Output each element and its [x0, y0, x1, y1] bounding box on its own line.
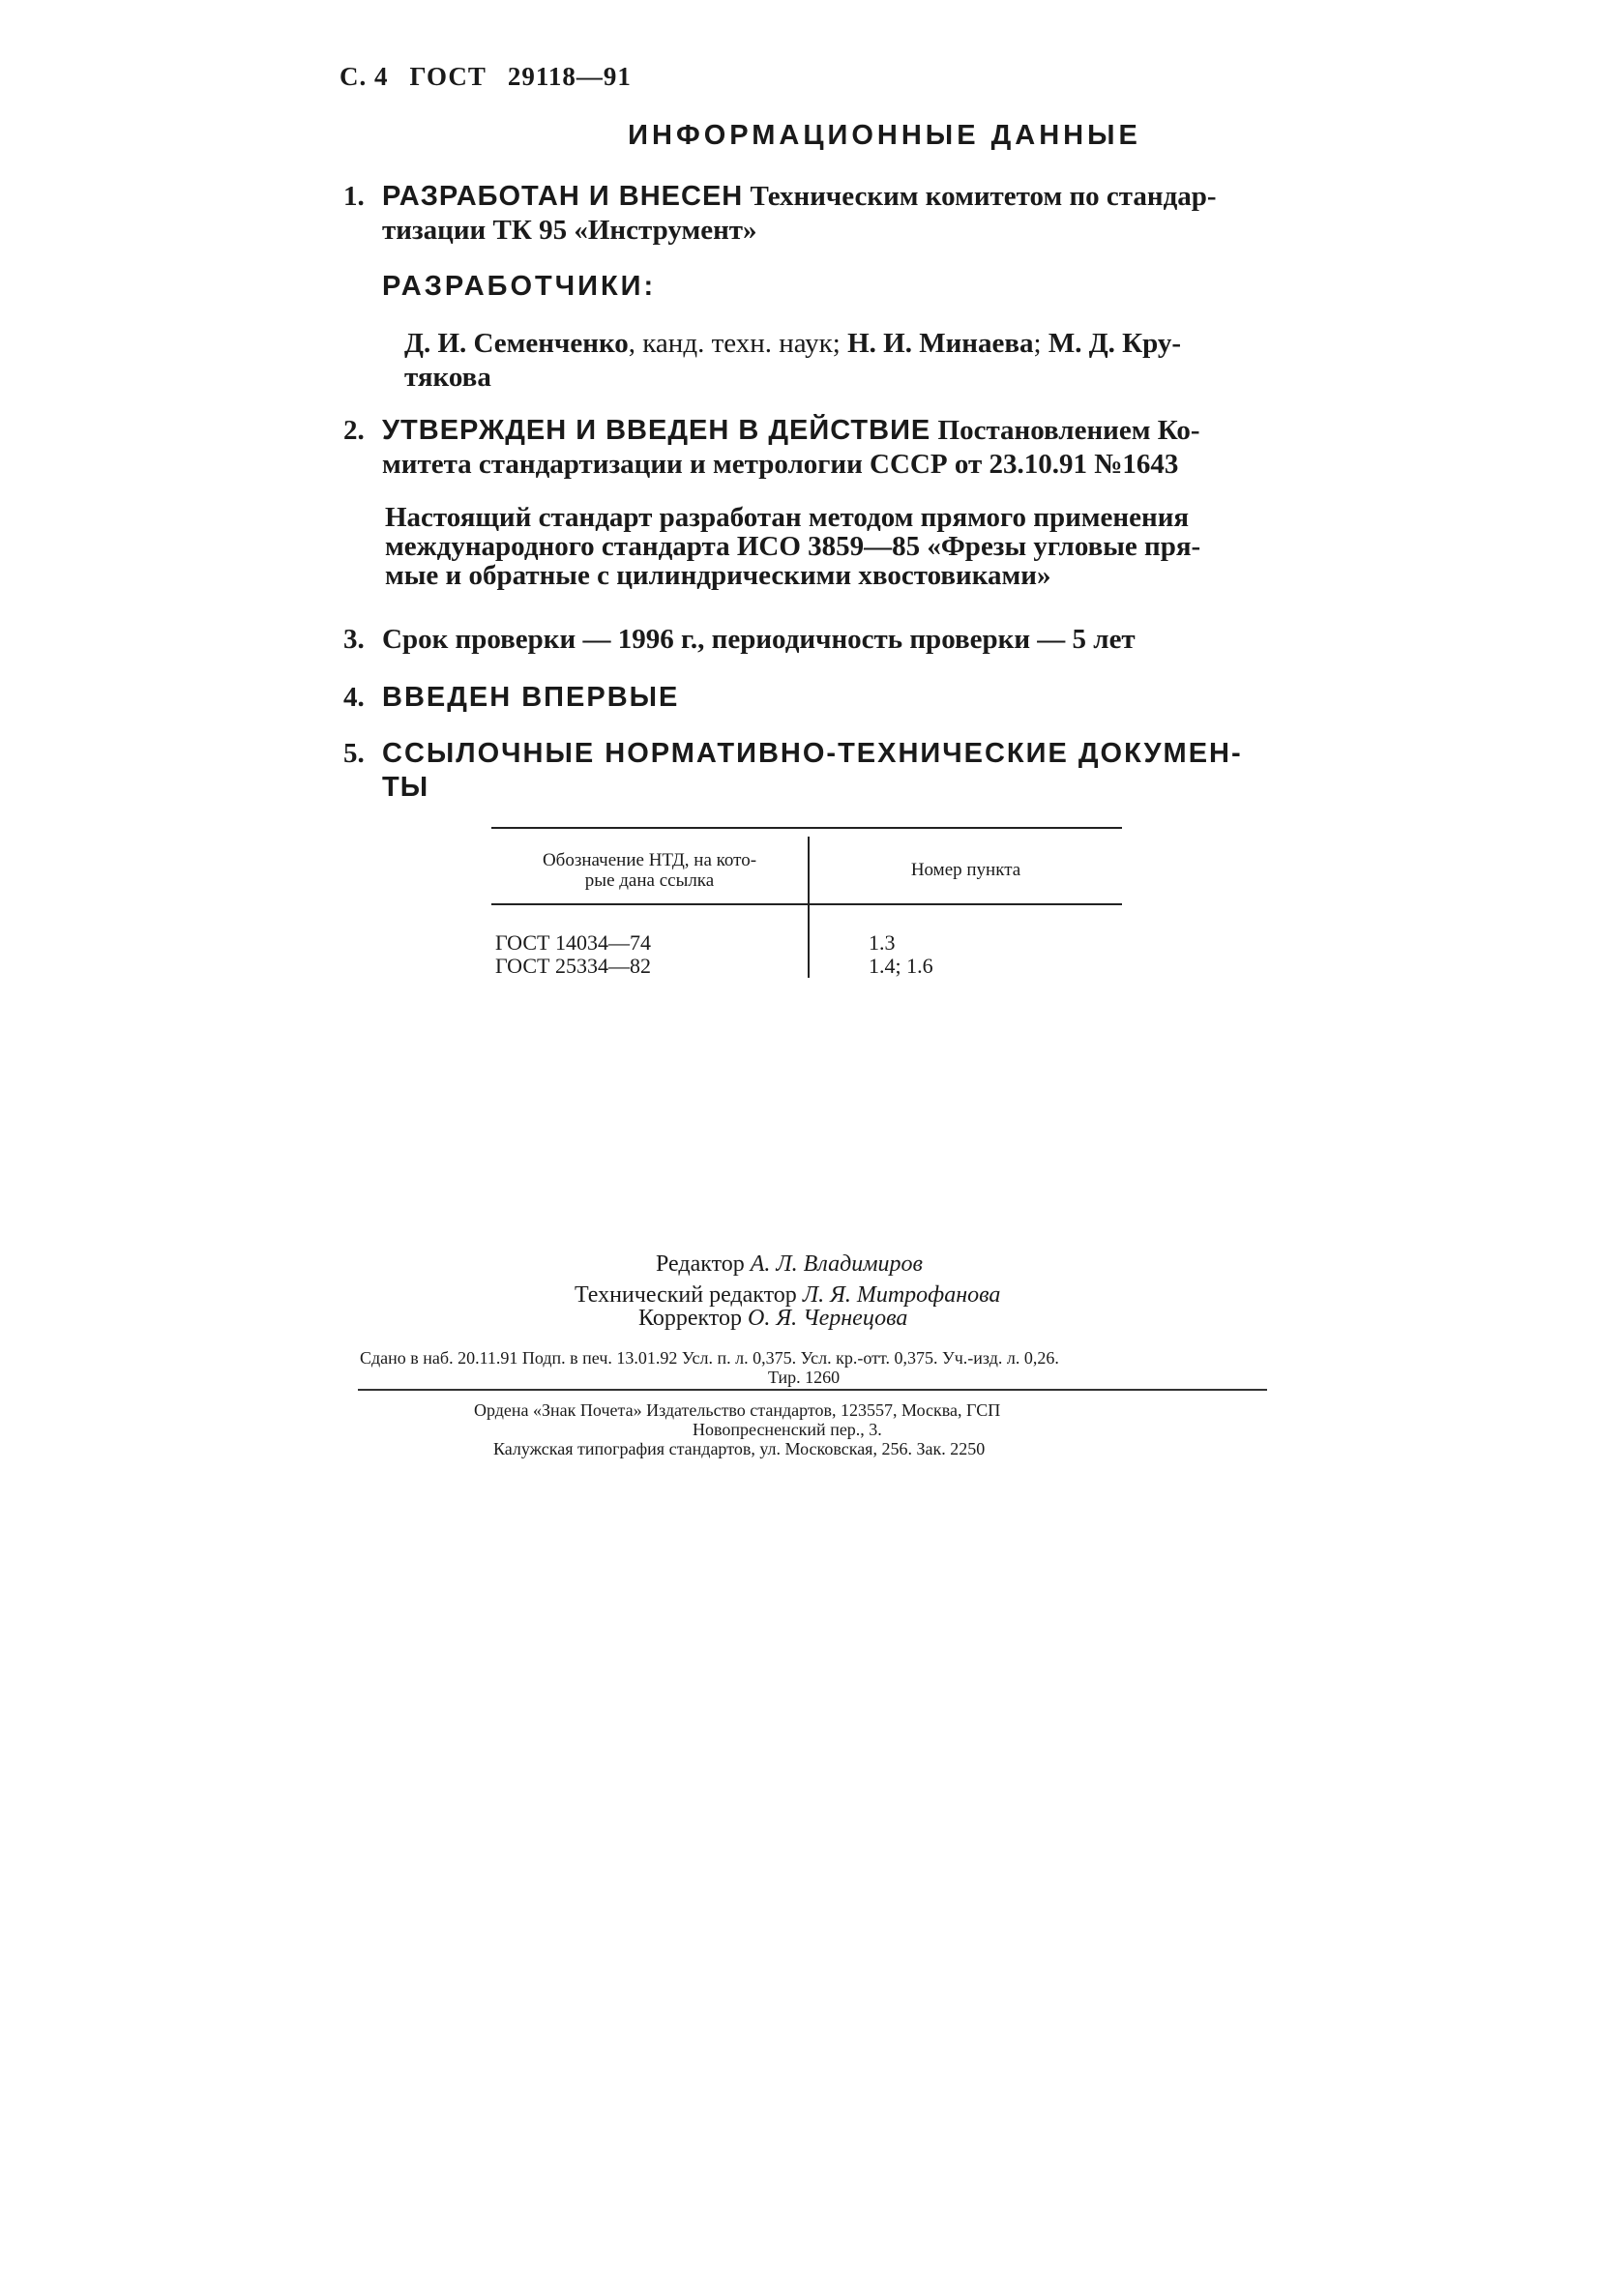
item-caps: ВВЕДЕН ВПЕРВЫЕ [382, 682, 680, 713]
info-item-1 [343, 180, 1262, 248]
developer-name: Н. И. Минаева [847, 328, 1034, 359]
item-continuation: митета стандартизации и метрологии СССР от 23.10.91 №1643 [382, 449, 1179, 480]
paragraph-line: мые и обратные с цилиндрическими хвостовиками» [385, 560, 1051, 591]
credit-role: Технический редактор [575, 1282, 803, 1308]
table-cell-clause: 1.3 [869, 930, 896, 955]
item-continuation: ТЫ [382, 772, 429, 803]
item-number: 5. [343, 738, 365, 769]
page-label: С. 4 [340, 62, 389, 91]
item-number: 4. [343, 682, 365, 713]
developer-degree: , канд. техн. наук; [628, 328, 848, 359]
credit-role: Корректор [638, 1306, 748, 1331]
paragraph-line: международного стандарта ИСО 3859—85 «Фрезы угловые пря- [385, 531, 1201, 562]
table-header-rule [491, 903, 1122, 905]
item-continuation: тизации ТК 95 «Инструмент» [382, 215, 757, 246]
credit-proofreader [638, 1306, 907, 1331]
standard-label: ГОСТ [409, 62, 487, 91]
item-text: Постановлением Ко- [930, 415, 1200, 446]
reference-table [491, 827, 1122, 982]
standard-number: 29118—91 [507, 62, 632, 91]
developer-name: М. Д. Кру- [1048, 328, 1182, 359]
info-item-4 [343, 681, 1262, 715]
item-number: 1. [343, 181, 365, 212]
table-cell-document: ГОСТ 14034—74 [495, 930, 651, 955]
credit-name: О. Я. Чернецова [747, 1306, 908, 1331]
developers-heading: РАЗРАБОТЧИКИ: [382, 271, 657, 302]
developers-list [404, 327, 1255, 395]
separator: ; [1033, 328, 1048, 359]
imprint-divider [358, 1389, 1267, 1391]
imprint-line: Новопресненский пер., 3. [693, 1420, 882, 1439]
item-text: Срок проверки — 1996 г., периодичность проверки — 5 лет [382, 624, 1136, 655]
developer-name: Д. И. Семенченко [404, 328, 629, 359]
item-caps: РАЗРАБОТАН И ВНЕСЕН [382, 181, 744, 212]
item-caps: ССЫЛОЧНЫЕ НОРМАТИВНО-ТЕХНИЧЕСКИЕ ДОКУМЕН- [382, 738, 1243, 769]
item-number: 2. [343, 415, 365, 446]
header-line: Обозначение НТД, на кото- [542, 850, 757, 870]
info-item-2 [343, 414, 1262, 482]
table-header-clause: Номер пункта [910, 860, 1021, 880]
imprint-line: Калужская типография стандартов, ул. Московская, 256. Зак. 2250 [493, 1439, 986, 1458]
table-body-divider [808, 912, 810, 978]
info-item-5 [343, 737, 1262, 805]
credit-tech-editor [575, 1282, 1000, 1308]
standard-note-paragraph [385, 503, 1255, 590]
info-item-3 [343, 623, 1262, 657]
item-caps: УТВЕРЖДЕН И ВВЕДЕН В ДЕЙСТВИЕ [382, 415, 931, 446]
item-number: 3. [343, 624, 365, 655]
table-header-document [491, 850, 808, 891]
header-line: рые дана ссылка [584, 870, 715, 891]
table-top-rule [491, 827, 1122, 829]
developer-name-continuation: тякова [404, 362, 491, 393]
credit-editor [656, 1251, 923, 1277]
item-text: Техническим комитетом по стандар- [743, 181, 1217, 212]
imprint-line: Ордена «Знак Почета» Издательство стандартов, 123557, Москва, ГСП [474, 1400, 1001, 1420]
running-head [340, 62, 653, 92]
page-title: ИНФОРМАЦИОННЫЕ ДАННЫЕ [628, 120, 1141, 151]
imprint-line: Тир. 1260 [768, 1368, 841, 1387]
credit-name: Л. Я. Митрофанова [802, 1282, 1001, 1308]
table-cell-document: ГОСТ 25334—82 [495, 954, 651, 978]
paragraph-line: Настоящий стандарт разработан методом прямого применения [385, 502, 1190, 533]
table-cell-clause: 1.4; 1.6 [869, 954, 933, 978]
imprint-line: Сдано в наб. 20.11.91 Подп. в печ. 13.01.92 Усл. п. л. 0,375. Усл. кр.-отт. 0,375. Уч.-изд. л. 0,26. [360, 1348, 1059, 1368]
credit-name: А. Л. Владимиров [750, 1251, 923, 1277]
credit-role: Редактор [656, 1251, 751, 1277]
